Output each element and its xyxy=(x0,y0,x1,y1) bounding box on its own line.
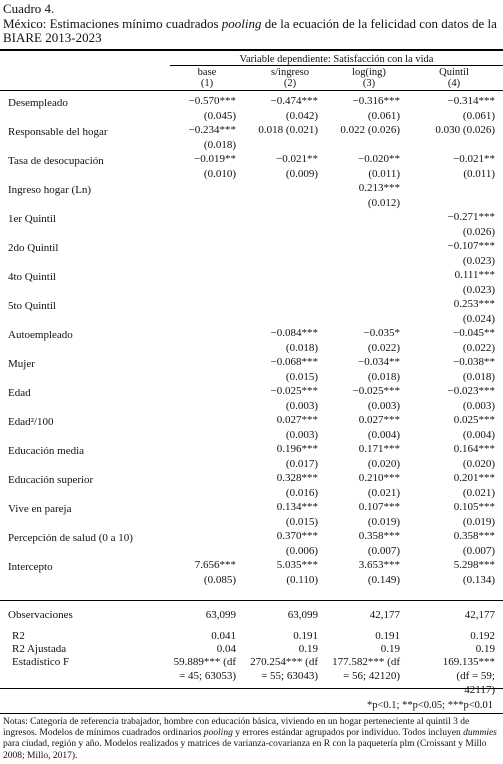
standard-error-cell: (0.015) xyxy=(285,371,318,383)
standard-error-cell: (0.011) xyxy=(368,168,400,180)
row-label: Mujer xyxy=(8,358,35,370)
standard-error-cell: (0.023) xyxy=(462,255,495,267)
r2-adjusted-cell: 0.19 xyxy=(380,643,400,655)
f-statistic-df-cell: = 56; 42120) xyxy=(343,670,400,682)
f-statistic-df-cell-2: 42117) xyxy=(464,684,495,696)
coefficient-cell: 0.107*** xyxy=(358,501,400,513)
standard-error-cell: (0.085) xyxy=(203,574,236,586)
standard-error-cell: (0.017) xyxy=(285,458,318,470)
standard-error-cell: (0.061) xyxy=(462,110,495,122)
observations-cell: 42,177 xyxy=(464,609,495,621)
column-header: log(ing) xyxy=(352,67,386,78)
row-label: Ingreso hogar (Ln) xyxy=(8,184,92,196)
row-label: Responsable del hogar xyxy=(8,126,108,138)
standard-error-cell: (0.003) xyxy=(367,400,400,412)
f-statistic-cell: 169.135*** xyxy=(442,656,495,668)
header-bottom-rule xyxy=(0,90,503,91)
standard-error-cell: (0.061) xyxy=(367,110,400,122)
r2-cell: 0.191 xyxy=(375,630,400,642)
coefficient-cell: −0.023*** xyxy=(447,385,495,397)
standard-error-cell: (0.021) xyxy=(367,487,400,499)
standard-error-cell: (0.020) xyxy=(367,458,400,470)
standard-error-cell: (0.026) xyxy=(462,226,495,238)
f-statistic-df-cell: (df = 59; xyxy=(456,670,495,682)
coefficient-cell: 0.370*** xyxy=(276,530,318,542)
notes-text-2: y errores estándar agrupados por individuo. Todos incluyen xyxy=(232,728,464,739)
coefficient-cell: 5.298*** xyxy=(453,559,495,571)
standard-error-cell: (0.024) xyxy=(462,313,495,325)
row-label: Educación superior xyxy=(8,474,94,486)
coefficient-cell: −0.021** xyxy=(276,153,318,165)
coefficient-cell: −0.034** xyxy=(358,356,400,368)
standard-error-cell: (0.007) xyxy=(367,545,400,557)
row-label: 2do Quintil xyxy=(8,242,59,254)
coefficient-cell: −0.025*** xyxy=(352,385,400,397)
coefficient-cell: −0.271*** xyxy=(447,211,495,223)
column-number: (4) xyxy=(447,78,461,89)
notes-emphasis-1: pooling xyxy=(203,728,233,739)
stats-bottom-rule xyxy=(0,688,503,689)
standard-error-cell: (0.016) xyxy=(285,487,318,499)
standard-error-cell: (0.010) xyxy=(203,168,236,180)
notes-emphasis-2: dummies xyxy=(463,728,497,739)
coefficient-cell: 0.201*** xyxy=(453,472,495,484)
column-number: (1) xyxy=(200,78,214,89)
standard-error-cell: (0.020) xyxy=(462,458,495,470)
f-statistic-cell: 270.254*** (df xyxy=(250,656,318,668)
coefficient-cell: 0.027*** xyxy=(358,414,400,426)
caption-label: Cuadro 4. xyxy=(3,1,55,16)
standard-error-cell: (0.009) xyxy=(285,168,318,180)
coefficient-cell: −0.025*** xyxy=(270,385,318,397)
standard-error-cell: (0.012) xyxy=(367,197,400,209)
column-number: (2) xyxy=(283,78,297,89)
notes-text-1: Notas: Categoría de referencia trabajador, hombre con educación básica, viviendo en un hogar perteneciente al quintil 3 de ingresos. Modelos de mínimos cuadrados ordinarios xyxy=(3,717,470,739)
standard-error-cell: (0.007) xyxy=(462,545,495,557)
f-statistic-cell: 177.582*** (df xyxy=(332,656,400,668)
standard-error-cell: (0.003) xyxy=(285,429,318,441)
coefficient-cell: −0.084*** xyxy=(270,327,318,339)
coefficient-cell: 7.656*** xyxy=(194,559,236,571)
standard-error-cell: (0.042) xyxy=(285,110,318,122)
column-header: base xyxy=(197,67,217,78)
f-statistic-df-cell: = 55; 63043) xyxy=(261,670,318,682)
observations-cell: 63,099 xyxy=(205,609,236,621)
standard-error-cell: (0.004) xyxy=(367,429,400,441)
standard-error-cell: (0.015) xyxy=(285,516,318,528)
body-bottom-rule xyxy=(0,600,503,601)
row-label: 4to Quintil xyxy=(8,271,56,283)
r2-adjusted-cell: 0.19 xyxy=(475,643,495,655)
coefficient-cell: −0.068*** xyxy=(270,356,318,368)
column-number: (3) xyxy=(362,78,376,89)
notes-text-3: para ciudad, región y año. Modelos realizados y matrices de varianza-covarianza en R con la paquetería plm (Croissant y Millo 2008; Millo, 2017). xyxy=(3,739,487,761)
column-header: Quintil xyxy=(439,67,469,78)
coefficient-cell: 0.358*** xyxy=(453,530,495,542)
coefficient-cell: 0.171*** xyxy=(358,443,400,455)
notes-top-rule xyxy=(0,713,503,714)
row-label: 1er Quintil xyxy=(8,213,56,225)
coefficient-cell: 0.358*** xyxy=(358,530,400,542)
r2-cell: 0.192 xyxy=(470,630,495,642)
row-label: Tasa de desocupación xyxy=(8,155,104,167)
coefficient-cell: 0.164*** xyxy=(453,443,495,455)
standard-error-cell: (0.149) xyxy=(367,574,400,586)
coefficient-cell: −0.570*** xyxy=(188,95,236,107)
standard-error-cell: (0.019) xyxy=(462,516,495,528)
coefficient-cell: 0.253*** xyxy=(453,298,495,310)
table-notes xyxy=(3,717,501,762)
standard-error-cell: (0.006) xyxy=(285,545,318,557)
standard-error-cell: (0.023) xyxy=(462,284,495,296)
coefficient-cell: −0.314*** xyxy=(447,95,495,107)
coefficient-cell: −0.035* xyxy=(363,327,400,339)
coefficient-cell: −0.045** xyxy=(453,327,495,339)
coefficient-cell: 0.111*** xyxy=(454,269,495,281)
coefficient-cell: 0.196*** xyxy=(276,443,318,455)
standard-error-cell: (0.003) xyxy=(462,400,495,412)
coefficient-cell: −0.107*** xyxy=(447,240,495,252)
standard-error-cell: (0.018) xyxy=(203,139,236,151)
caption-title-emphasis: pooling xyxy=(221,15,262,31)
significance-legend: *p<0.1; **p<0.05; ***p<0.01 xyxy=(367,700,493,711)
row-label: Autoempleado xyxy=(8,329,73,341)
standard-error-cell: (0.022) xyxy=(367,342,400,354)
coefficient-cell: −0.021** xyxy=(453,153,495,165)
column-header: s/ingreso xyxy=(271,67,309,78)
observations-cell: 42,177 xyxy=(369,609,400,621)
stat-label-f-statistic: Estadístico F xyxy=(12,656,70,668)
caption-title-text: México: Estimaciones mínimo cuadrados xyxy=(3,15,222,31)
coefficient-cell: 0.025*** xyxy=(453,414,495,426)
coefficient-cell: 0.134*** xyxy=(276,501,318,513)
caption-title xyxy=(3,17,500,46)
coefficient-cell: −0.019** xyxy=(194,153,236,165)
f-statistic-cell: 59.889*** (df xyxy=(173,656,236,668)
coefficient-cell: 0.213*** xyxy=(358,182,400,194)
coefficient-cell: −0.038** xyxy=(453,356,495,368)
coefficient-cell: 3.653*** xyxy=(358,559,400,571)
table-caption xyxy=(3,2,500,46)
row-label: Percepción de salud (0 a 10) xyxy=(8,532,133,544)
standard-error-cell: (0.011) xyxy=(463,168,495,180)
coefficient-cell: 0.105*** xyxy=(453,501,495,513)
standard-error-cell: (0.003) xyxy=(285,400,318,412)
standard-error-cell: (0.110) xyxy=(286,574,318,586)
standard-error-cell: (0.018) xyxy=(367,371,400,383)
coefficient-cell: 0.328*** xyxy=(276,472,318,484)
stat-label-r2: R2 xyxy=(12,630,25,642)
standard-error-cell: (0.021) xyxy=(462,487,495,499)
dependent-variable-header: Variable dependiente: Satisfacción con la vida xyxy=(239,54,434,65)
row-label: Educación media xyxy=(8,445,85,457)
row-label: Edad²/100 xyxy=(8,416,54,428)
f-statistic-df-cell: = 45; 63053) xyxy=(179,670,236,682)
header-underline xyxy=(170,65,503,66)
standard-error-cell: (0.022) xyxy=(462,342,495,354)
r2-cell: 0.041 xyxy=(211,630,236,642)
coefficient-cell: 0.018 (0.021) xyxy=(258,124,318,136)
top-rule xyxy=(0,49,503,51)
coefficient-cell: 0.027*** xyxy=(276,414,318,426)
standard-error-cell: (0.018) xyxy=(462,371,495,383)
row-label: Vive en pareja xyxy=(8,503,72,515)
coefficient-cell: −0.020** xyxy=(358,153,400,165)
row-label: 5to Quintil xyxy=(8,300,56,312)
observations-cell: 63,099 xyxy=(287,609,318,621)
r2-adjusted-cell: 0.04 xyxy=(216,643,236,655)
row-label: Desempleado xyxy=(8,97,68,109)
caption-title-text-end: de la ecuación de la felicidad con datos de la BIARE 2013-2023 xyxy=(3,15,497,45)
coefficient-cell: 0.030 (0.026) xyxy=(435,124,495,136)
coefficient-cell: 5.035*** xyxy=(276,559,318,571)
coefficient-cell: 0.210*** xyxy=(358,472,400,484)
r2-adjusted-cell: 0.19 xyxy=(298,643,318,655)
standard-error-cell: (0.004) xyxy=(462,429,495,441)
row-label: Edad xyxy=(8,387,31,399)
coefficient-cell: −0.234*** xyxy=(188,124,236,136)
coefficient-cell: −0.474*** xyxy=(270,95,318,107)
standard-error-cell: (0.045) xyxy=(203,110,236,122)
coefficient-cell: −0.316*** xyxy=(352,95,400,107)
row-label: Intercepto xyxy=(8,561,53,573)
standard-error-cell: (0.018) xyxy=(285,342,318,354)
coefficient-cell: 0.022 (0.026) xyxy=(340,124,400,136)
stat-label-r2-adjusted: R2 Ajustada xyxy=(12,643,67,655)
r2-cell: 0.191 xyxy=(293,630,318,642)
stat-label-observations: Observaciones xyxy=(8,609,73,621)
standard-error-cell: (0.134) xyxy=(462,574,495,586)
standard-error-cell: (0.019) xyxy=(367,516,400,528)
